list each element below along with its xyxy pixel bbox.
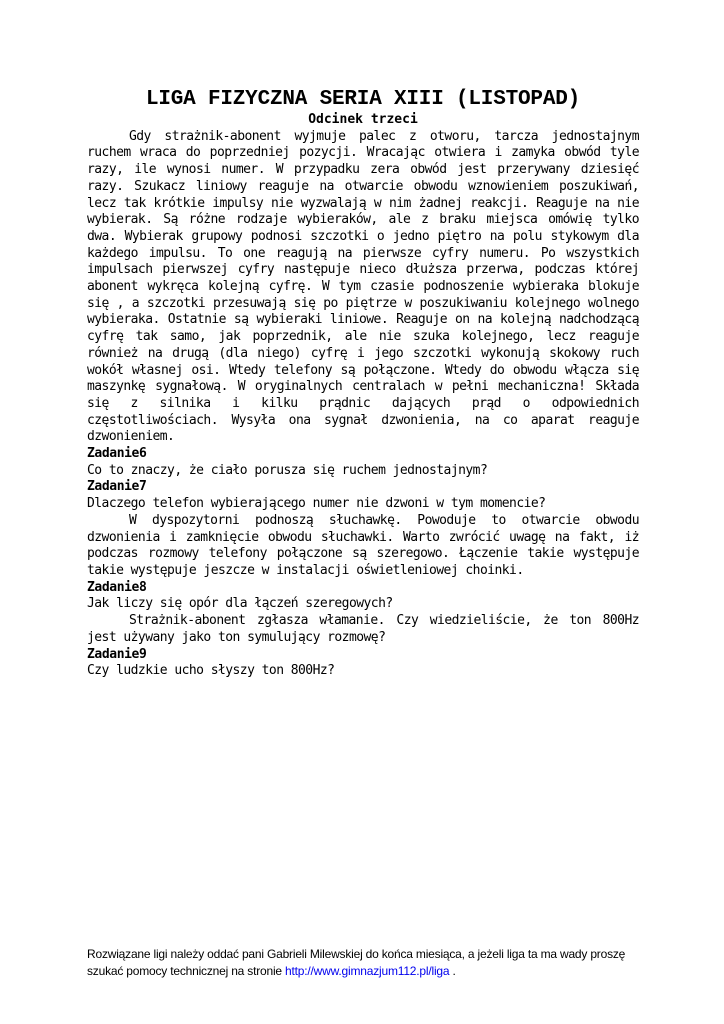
task-9-question: Czy ludzkie ucho słyszy ton 800Hz? — [87, 663, 335, 679]
task-8-heading: Zadanie8 — [87, 579, 147, 595]
story-paragraph-2: W dyspozytorni podnoszą słuchawkę. Powoduje to otwarcie obwodu dzwonienia i zamknięcie obwodu słuchawki. Warto zwrócić uwagę na fakt, iż podczas rozmowy telefony połączone są szeregowo. Łączenie takie występuje takie występuje jeszcze w instalacji oświetleniowej choinki. — [87, 512, 639, 578]
episode-subtitle: Odcinek trzeci — [308, 112, 418, 127]
footer-link[interactable]: http://www.gimnazjum112.pl/liga — [285, 964, 450, 978]
page-footer — [87, 946, 647, 980]
task-6-question: Co to znaczy, że ciało porusza się ruchem jednostajnym? — [87, 462, 488, 478]
page-title: LIGA FIZYCZNA SERIA XIII (LISTOPAD) — [145, 88, 581, 111]
task-7-question: Dlaczego telefon wybierającego numer nie dzwoni w tym momencie? — [87, 496, 546, 512]
task-8-question: Jak liczy się opór dla łączeń szeregowych? — [87, 596, 393, 612]
story-paragraph-3: Strażnik-abonent zgłasza włamanie. Czy wiedzieliście, że ton 800Hz jest używany jako ton symulujący rozmowę? — [87, 613, 639, 645]
document-body — [87, 88, 639, 680]
footer-end: . — [449, 964, 456, 978]
story-paragraph-1: Gdy strażnik-abonent wyjmuje palec z otworu, tarcza jednostajnym ruchem wraca do poprzedniej pozycji. Wracając otwiera i zamyka obwód tyle razy, ile wynosi numer. W przypadku zera obwód jest przerywany dziesięć razy. Szukacz liniowy reaguje na otwarcie obwodu wznowieniem poszukiwań, lecz tak krótkie impulsy nie wyzwalają w nim żadnej reakcji. Reaguje na nie wybierak. Są różne rodzaje wybieraków, ale z braku miejsca omówię tylko dwa. Wybierak grupowy podnosi szczotki o jedno piętro na polu stykowym dla każdego impulsu. To one reagują na pierwsze cyfry numeru. Po wszystkich impulsach pierwszej cyfry następuje nieco dłuższa przerwa, podczas której abonent wykręca kolejną cyfrę. W tym czasie podnoszenie wybieraka blokuje się , a szczotki przesuwają się po piętrze w poszukiwaniu kolejnego wolnego wybieraka. Ostatnie są wybieraki liniowe. Reaguje on na kolejną nadchodzącą cyfrę tak samo, jak poprzednik, ale nie szuka kolejnego, lecz reaguje również na drugą (dla niego) cyfrę i jego szczotki wykonują skokowy ruch wokół własnej osi. Wtedy telefony są połączone. Wtedy do obwodu włącza się maszynkę sygnałową. W oryginalnych centralach w pełni mechaniczna! Składa się z silnika i kilku prądnic dających prąd o odpowiednich częstotliwościach. Wysyła ona sygnał dzwonienia, na co aparat reaguje dzwonieniem. — [87, 128, 639, 445]
task-6-heading: Zadanie6 — [87, 446, 147, 462]
task-7-heading: Zadanie7 — [87, 479, 147, 495]
task-9-heading: Zadanie9 — [87, 646, 147, 662]
footer-text: Rozwiązane ligi należy oddać pani Gabrieli Milewskiej do końca miesiąca, a jeżeli liga ta ma wady proszę szukać pomocy technicznej na stronie — [87, 947, 626, 978]
